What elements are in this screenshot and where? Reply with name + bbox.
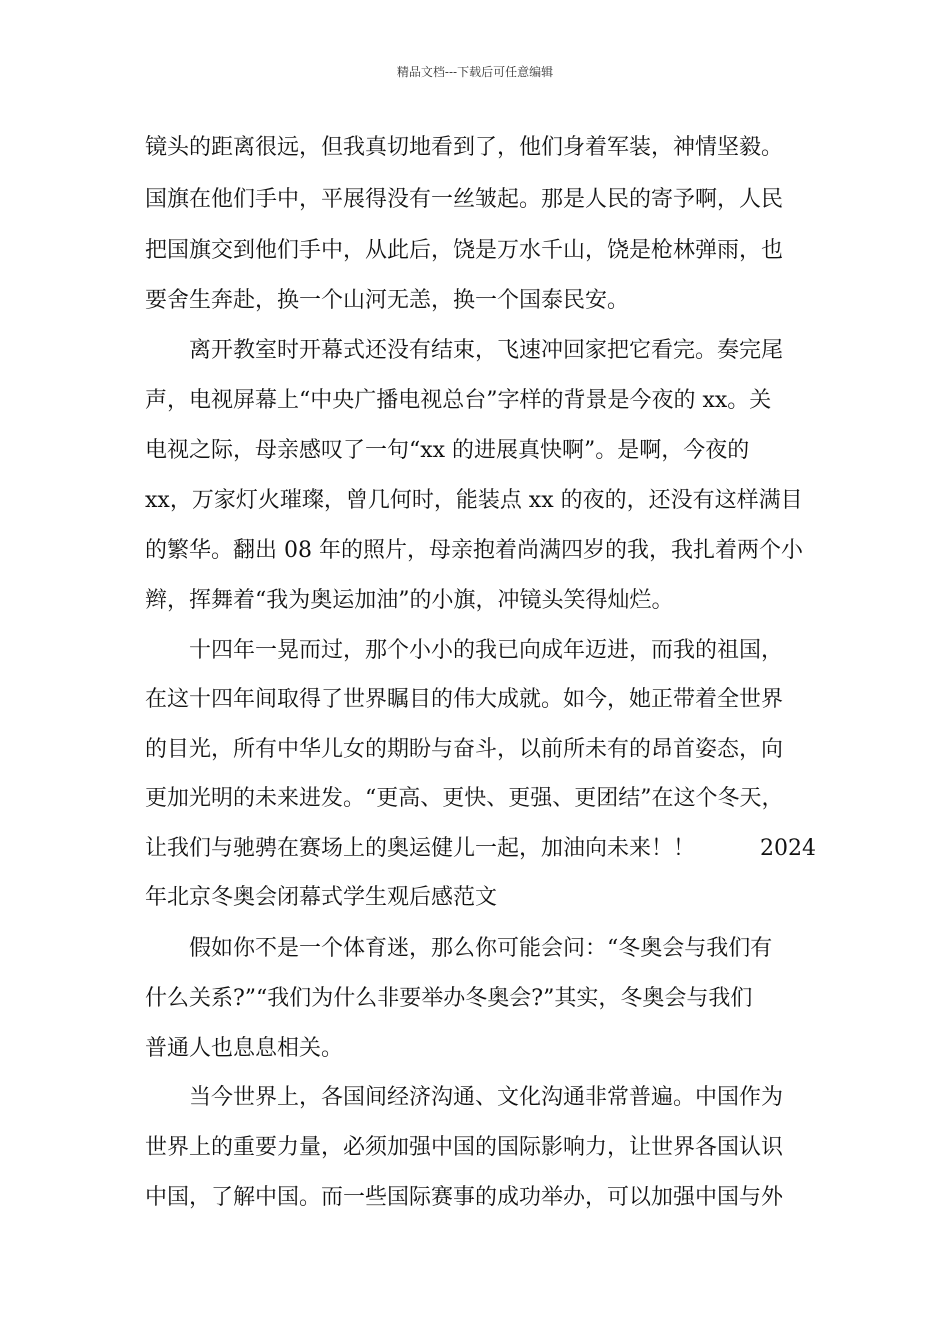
paragraph-start-line: 离开教室时开幕式还没有结束，飞速冲回家把它看完。奏完尾: [189, 338, 784, 363]
text-line: 中国，了解中国。而一些国际赛事的成功举办，可以加强中国与外: [145, 1185, 784, 1210]
text-line: 什么关系?”“我们为什么非要举办冬奥会?”其实，冬奥会与我们: [145, 986, 753, 1011]
text-line: 国旗在他们手中，平展得没有一丝皱起。那是人民的寄予啊，人民: [145, 187, 784, 212]
section-title-year: 2024: [760, 836, 816, 861]
text-line: 辫，挥舞着“我为奥运加油”的小旗，冲镜头笑得灿烂。: [145, 588, 674, 613]
section-title: 年北京冬奥会闭幕式学生观后感范文: [145, 885, 498, 910]
text-line: 在这十四年间取得了世界瞩目的伟大成就。如今，她正带着全世界: [145, 687, 784, 712]
page-header: 精品文档---下载后可任意编辑: [396, 65, 554, 79]
text-line: 要舍生奔赴，换一个山河无恙，换一个国泰民安。: [145, 288, 630, 313]
paragraph-start-line: 当今世界上，各国间经济沟通、文化沟通非常普遍。中国作为: [189, 1085, 784, 1110]
text-line: xx，万家灯火璀璨，曾几何时，能装点 xx 的夜的，还没有这样满目: [145, 488, 803, 513]
text-line: 镜头的距离很远，但我真切地看到了，他们身着军装，神情坚毅。: [145, 135, 784, 160]
text-line: 把国旗交到他们手中，从此后，饶是万水千山，饶是枪林弹雨，也: [145, 238, 784, 263]
text-line: 声，电视屏幕上“中央广播电视总台”字样的背景是今夜的 xx。关: [145, 388, 772, 413]
paragraph-start-line: 十四年一晃而过，那个小小的我已向成年迈进，而我的祖国，: [189, 638, 784, 663]
paragraph-start-line: 假如你不是一个体育迷，那么你可能会问：“冬奥会与我们有: [189, 936, 773, 961]
text-line: 更加光明的未来进发。“更高、更快、更强、更团结”在这个冬天，: [145, 786, 784, 811]
text-line: 的繁华。翻出 08 年的照片，母亲抱着尚满四岁的我，我扎着两个小: [145, 538, 803, 563]
text-line: 让我们与驰骋在赛场上的奥运健儿一起，加油向未来！！: [145, 836, 696, 861]
text-line: 普通人也息息相关。: [145, 1036, 344, 1061]
text-line: 的目光，所有中华儿女的期盼与奋斗，以前所未有的昂首姿态，向: [145, 737, 784, 762]
text-line: 电视之际，母亲感叹了一句“xx 的进展真快啊”。是啊，今夜的: [145, 438, 750, 463]
text-line: 世界上的重要力量，必须加强中国的国际影响力，让世界各国认识: [145, 1135, 784, 1160]
